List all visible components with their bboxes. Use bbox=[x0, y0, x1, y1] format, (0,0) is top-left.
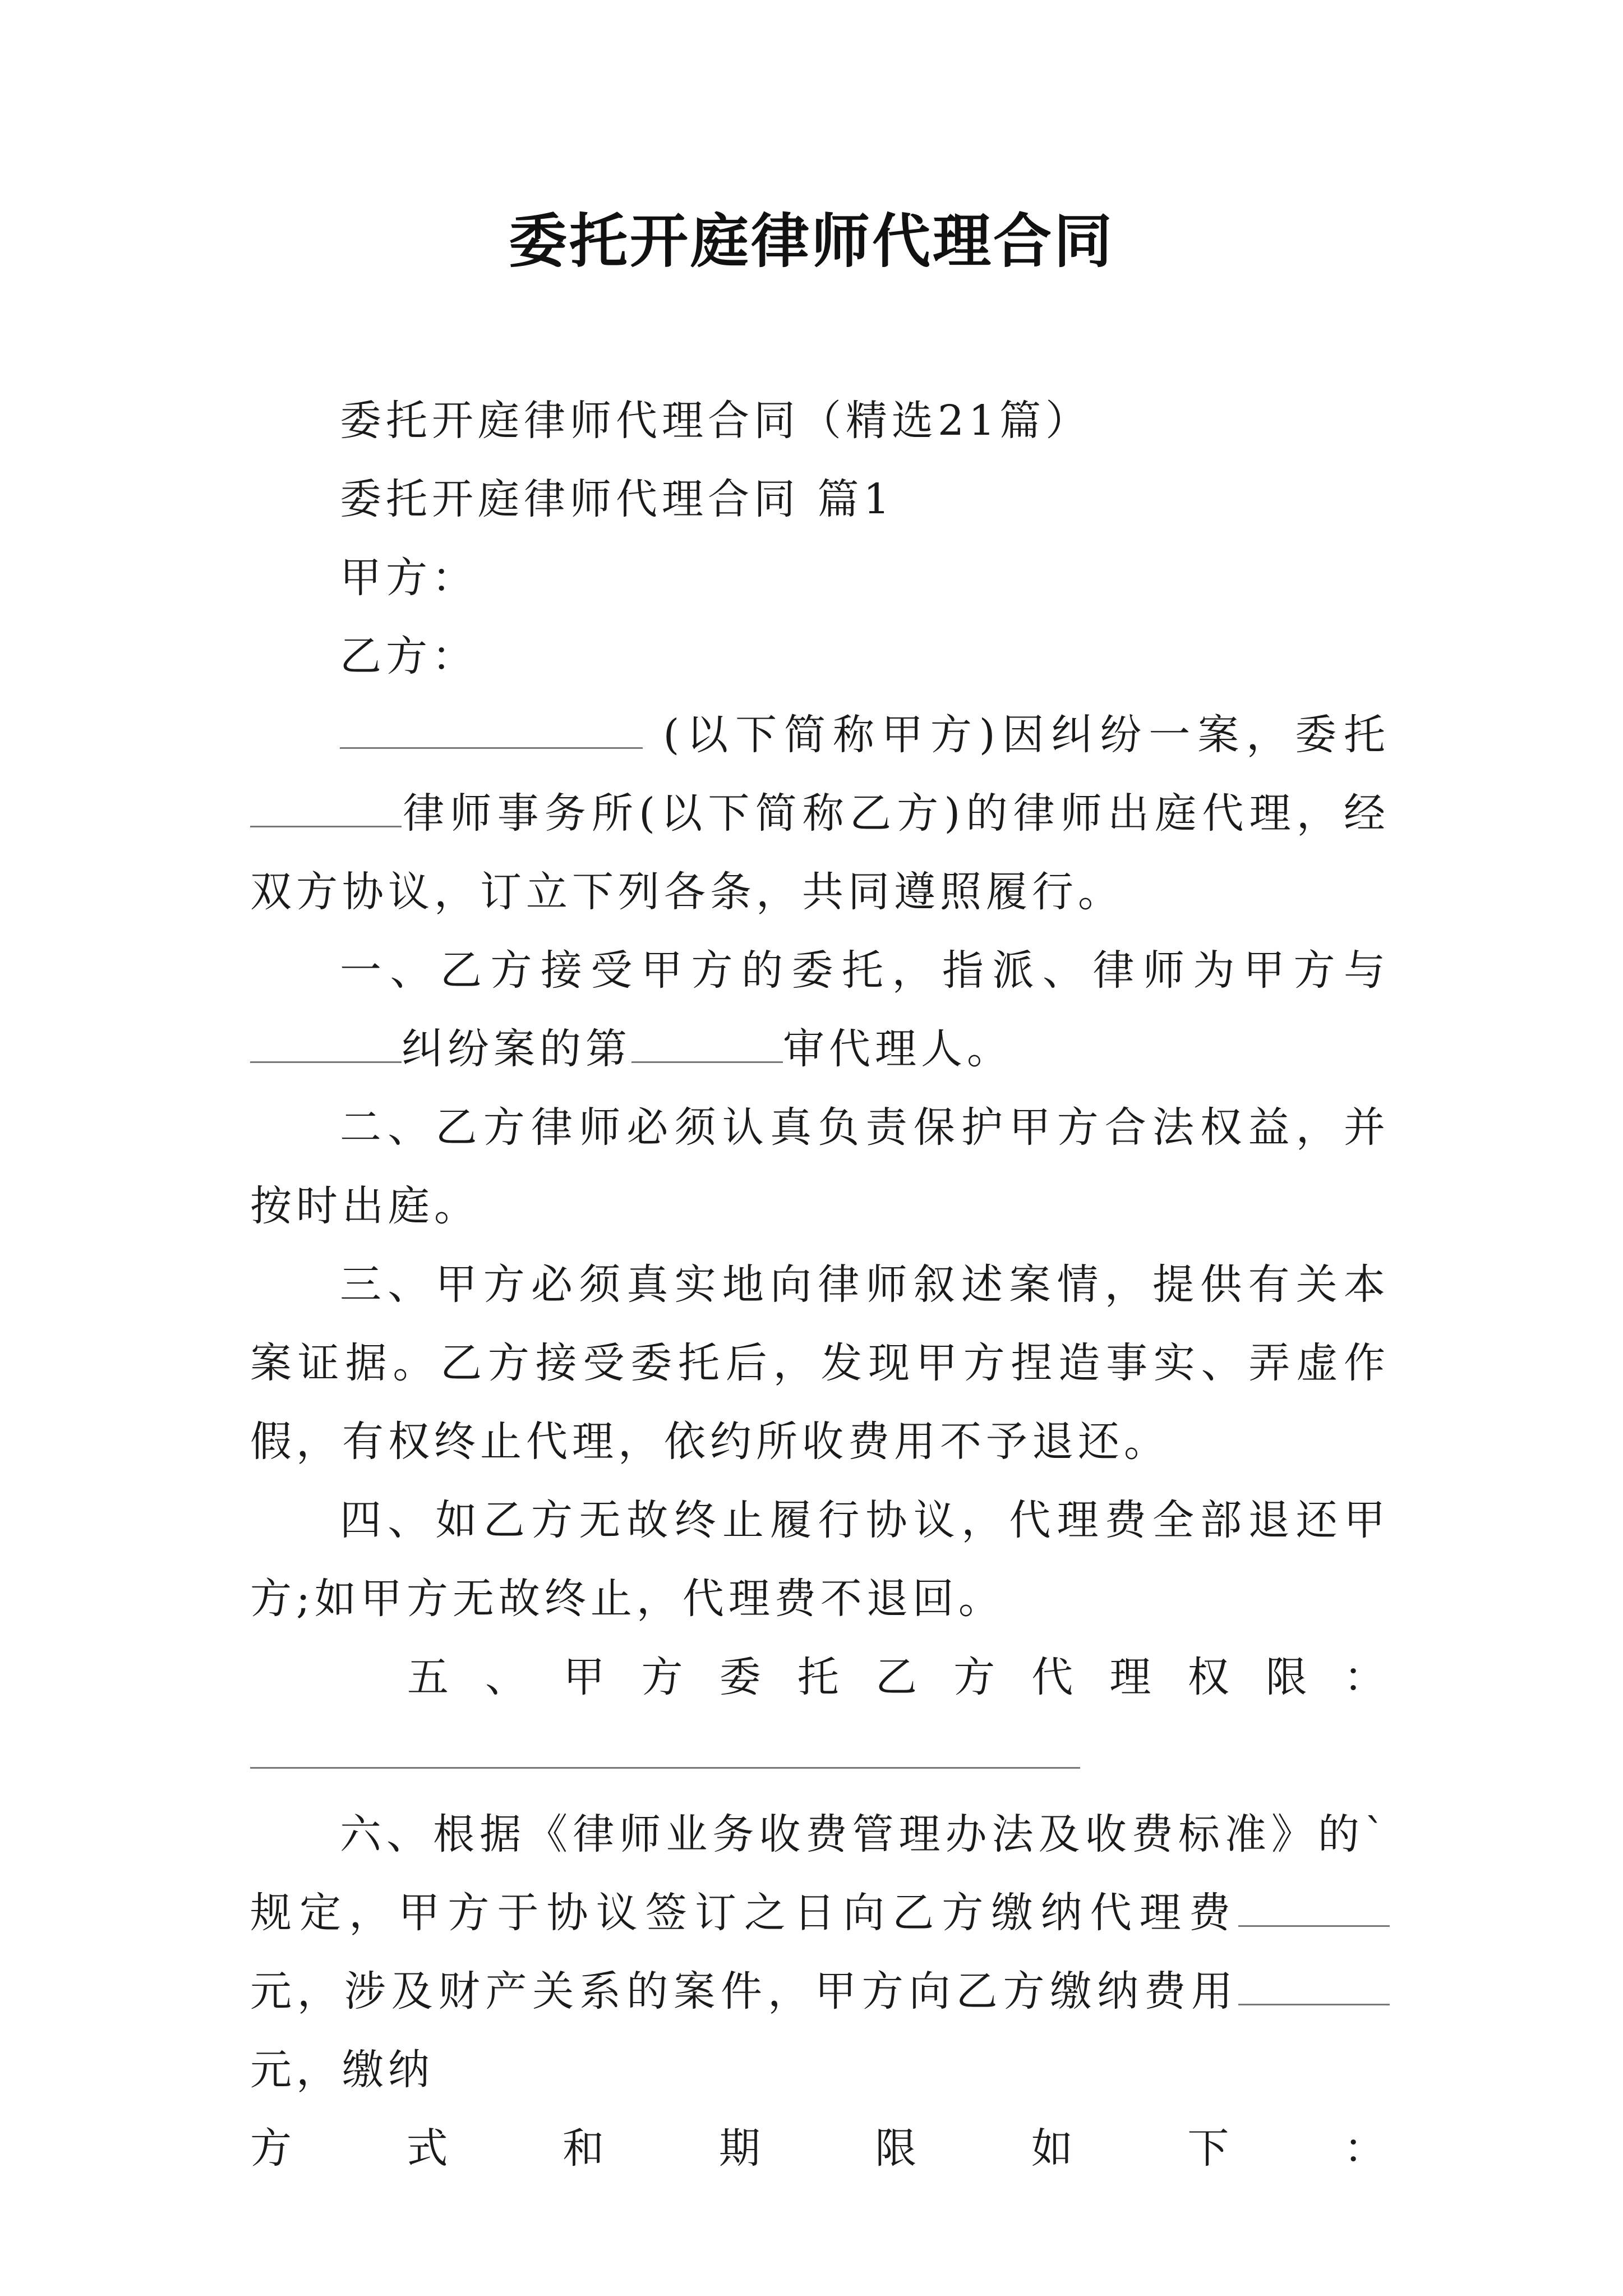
clause-5-char: 、 bbox=[485, 1653, 532, 1701]
blank-property-fee bbox=[1238, 1964, 1390, 2005]
clause-5-char: 托 bbox=[797, 1653, 843, 1701]
blank-law-firm bbox=[250, 786, 402, 827]
clause-5-char: 代 bbox=[1031, 1653, 1078, 1701]
intro-text-1: (以下简称甲方)因纠纷一案，委托 bbox=[663, 711, 1390, 759]
blank-client-name bbox=[340, 708, 643, 749]
document-title: 委托开庭律师代理合同 bbox=[508, 207, 1114, 275]
blank-trial-instance bbox=[631, 1022, 783, 1063]
clause-6-tail-char: 期 bbox=[718, 2124, 765, 2173]
clause-1 bbox=[250, 931, 1390, 1088]
clause-6-tail-char: 限 bbox=[875, 2124, 921, 2173]
clause-6-tail-char: 方 bbox=[250, 2124, 296, 2173]
blank-opposing-party bbox=[250, 1022, 402, 1063]
clause-6-tail-char: 如 bbox=[1031, 2124, 1077, 2173]
clause-5-char: 权 bbox=[1187, 1653, 1234, 1701]
clause-3: 三、甲方必须真实地向律师叙述案情，提供有关本案证据。乙方接受委托后，发现甲方捏造事实、弄虚作假，有权终止代理，依约所收费用不予退还。 bbox=[250, 1260, 1390, 1466]
clause-6-tail-char: ： bbox=[1343, 2124, 1390, 2173]
party-b-label: 乙方： bbox=[340, 632, 478, 680]
clause-6-text-3: 元，缴纳 bbox=[250, 2046, 434, 2094]
clause-5-char: ： bbox=[1343, 1653, 1390, 1701]
clause-5-char: 委 bbox=[719, 1653, 766, 1701]
clause-1-text-2: 纠纷案的第 bbox=[402, 1025, 631, 1073]
clause-6-tail bbox=[250, 2109, 1390, 2188]
subtitle: 委托开庭律师代理合同（精选21篇） bbox=[340, 397, 1092, 445]
clause-1-text-1: 一、乙方接受甲方的委托，指派、律师为甲方与 bbox=[340, 946, 1390, 995]
section-heading: 委托开庭律师代理合同 篇1 bbox=[340, 475, 895, 523]
clause-5-char: 五 bbox=[407, 1653, 453, 1701]
clause-5-char: 甲 bbox=[563, 1653, 610, 1701]
intro-text-2: 律师事务所(以下简称乙方)的律师出庭代理，经双方协议，订立下列各条，共同遵照履行。 bbox=[250, 789, 1390, 916]
clause-5-char: 方 bbox=[953, 1653, 1000, 1701]
clause-6-tail-char: 和 bbox=[562, 2124, 609, 2173]
clause-6 bbox=[250, 1795, 1390, 2109]
blank-authority-scope bbox=[250, 1717, 1390, 1795]
clause-6-text-1: 六、根据《律师业务收费管理办法及收费标准》的`规定，甲方于协议签订之日向乙方缴纳代理费 bbox=[250, 1810, 1390, 1937]
clause-5-char: 理 bbox=[1109, 1653, 1156, 1701]
clause-2: 二、乙方律师必须认真负责保护甲方合法权益，并按时出庭。 bbox=[250, 1103, 1390, 1230]
clause-4: 四、如乙方无故终止履行协议，代理费全部退还甲方;如甲方无故终止，代理费不退回。 bbox=[250, 1496, 1390, 1623]
clause-6-tail-char: 式 bbox=[406, 2124, 453, 2173]
clause-5-char: 乙 bbox=[875, 1653, 921, 1701]
clause-5 bbox=[250, 1638, 1390, 1717]
party-a-label: 甲方： bbox=[340, 554, 478, 602]
clause-6-text-2: 元，涉及财产关系的案件，甲方向乙方缴纳费用 bbox=[250, 1967, 1238, 2016]
clause-1-text-3: 审代理人。 bbox=[783, 1025, 1013, 1073]
clause-5-char: 方 bbox=[641, 1653, 688, 1701]
clause-5-char: 限 bbox=[1265, 1653, 1312, 1701]
document-body bbox=[250, 381, 1390, 2188]
clause-6-tail-char: 下 bbox=[1187, 2124, 1234, 2173]
blank-agency-fee bbox=[1238, 1886, 1390, 1927]
intro-paragraph bbox=[250, 696, 1390, 931]
blank-authority-scope-line bbox=[250, 1767, 1080, 1769]
